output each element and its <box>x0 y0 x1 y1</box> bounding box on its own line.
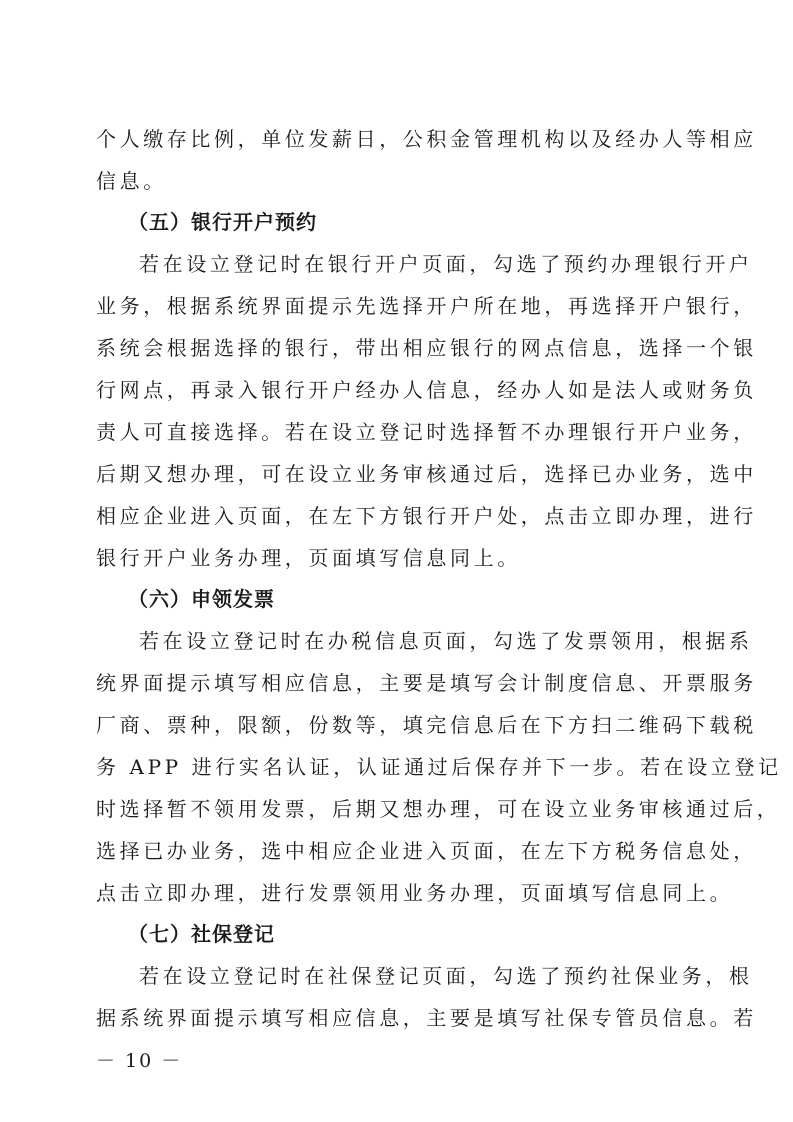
paragraph-line: 点击立即办理，进行发票领用业务办理，页面填写信息同上。 <box>96 881 734 905</box>
paragraph-line: 厂商、票种，限额，份数等，填完信息后在下方扫二维码下载税 <box>96 713 757 737</box>
paragraph-line: 后期又想办理，可在设立业务审核通过后，选择已办业务，选中 <box>96 462 757 486</box>
paragraph-line: 系统会根据选择的银行，带出相应银行的网点信息，选择一个银 <box>96 336 757 360</box>
paragraph-line: 个人缴存比例，单位发薪日，公积金管理机构以及经办人等相应 <box>96 127 757 151</box>
paragraph-line: 若在设立登记时在办税信息页面，勾选了发票领用，根据系 <box>139 629 753 653</box>
paragraph-line: 业务，根据系统界面提示先选择开户所在地，再选择开户银行， <box>96 294 757 318</box>
paragraph-line: 信息。 <box>96 169 167 193</box>
paragraph-line: 相应企业进入页面，在左下方银行开户处，点击立即办理，进行 <box>96 504 757 528</box>
paragraph-line: 行网点，再录入银行开户经办人信息，经办人如是法人或财务负 <box>96 378 757 402</box>
paragraph-line: 统界面提示填写相应信息，主要是填写会计制度信息、开票服务 <box>96 671 757 695</box>
paragraph-line: 务 APP 进行实名认证，认证通过后保存并下一步。若在设立登记 <box>96 755 782 779</box>
paragraph-line: 若在设立登记时在银行开户页面，勾选了预约办理银行开户 <box>139 252 753 276</box>
paragraph-line: 银行开户业务办理，页面填写信息同上。 <box>96 546 521 570</box>
paragraph-line: 若在设立登记时在社保登记页面，勾选了预约社保业务，根 <box>139 964 753 988</box>
paragraph-line: 时选择暂不领用发票，后期又想办理，可在设立业务审核通过后， <box>96 797 781 821</box>
section-heading-social-security: （七）社保登记 <box>128 922 275 946</box>
section-heading-bank-account: （五）银行开户预约 <box>128 210 317 234</box>
paragraph-line: 据系统界面提示填写相应信息，主要是填写社保专管员信息。若 <box>96 1006 757 1030</box>
paragraph-line: 责人可直接选择。若在设立登记时选择暂不办理银行开户业务， <box>96 420 757 444</box>
section-heading-invoice: （六）申领发票 <box>128 587 275 611</box>
paragraph-line: 选择已办业务，选中相应企业进入页面，在左下方税务信息处， <box>96 839 757 863</box>
page-number: － 10 － <box>96 1050 183 1072</box>
